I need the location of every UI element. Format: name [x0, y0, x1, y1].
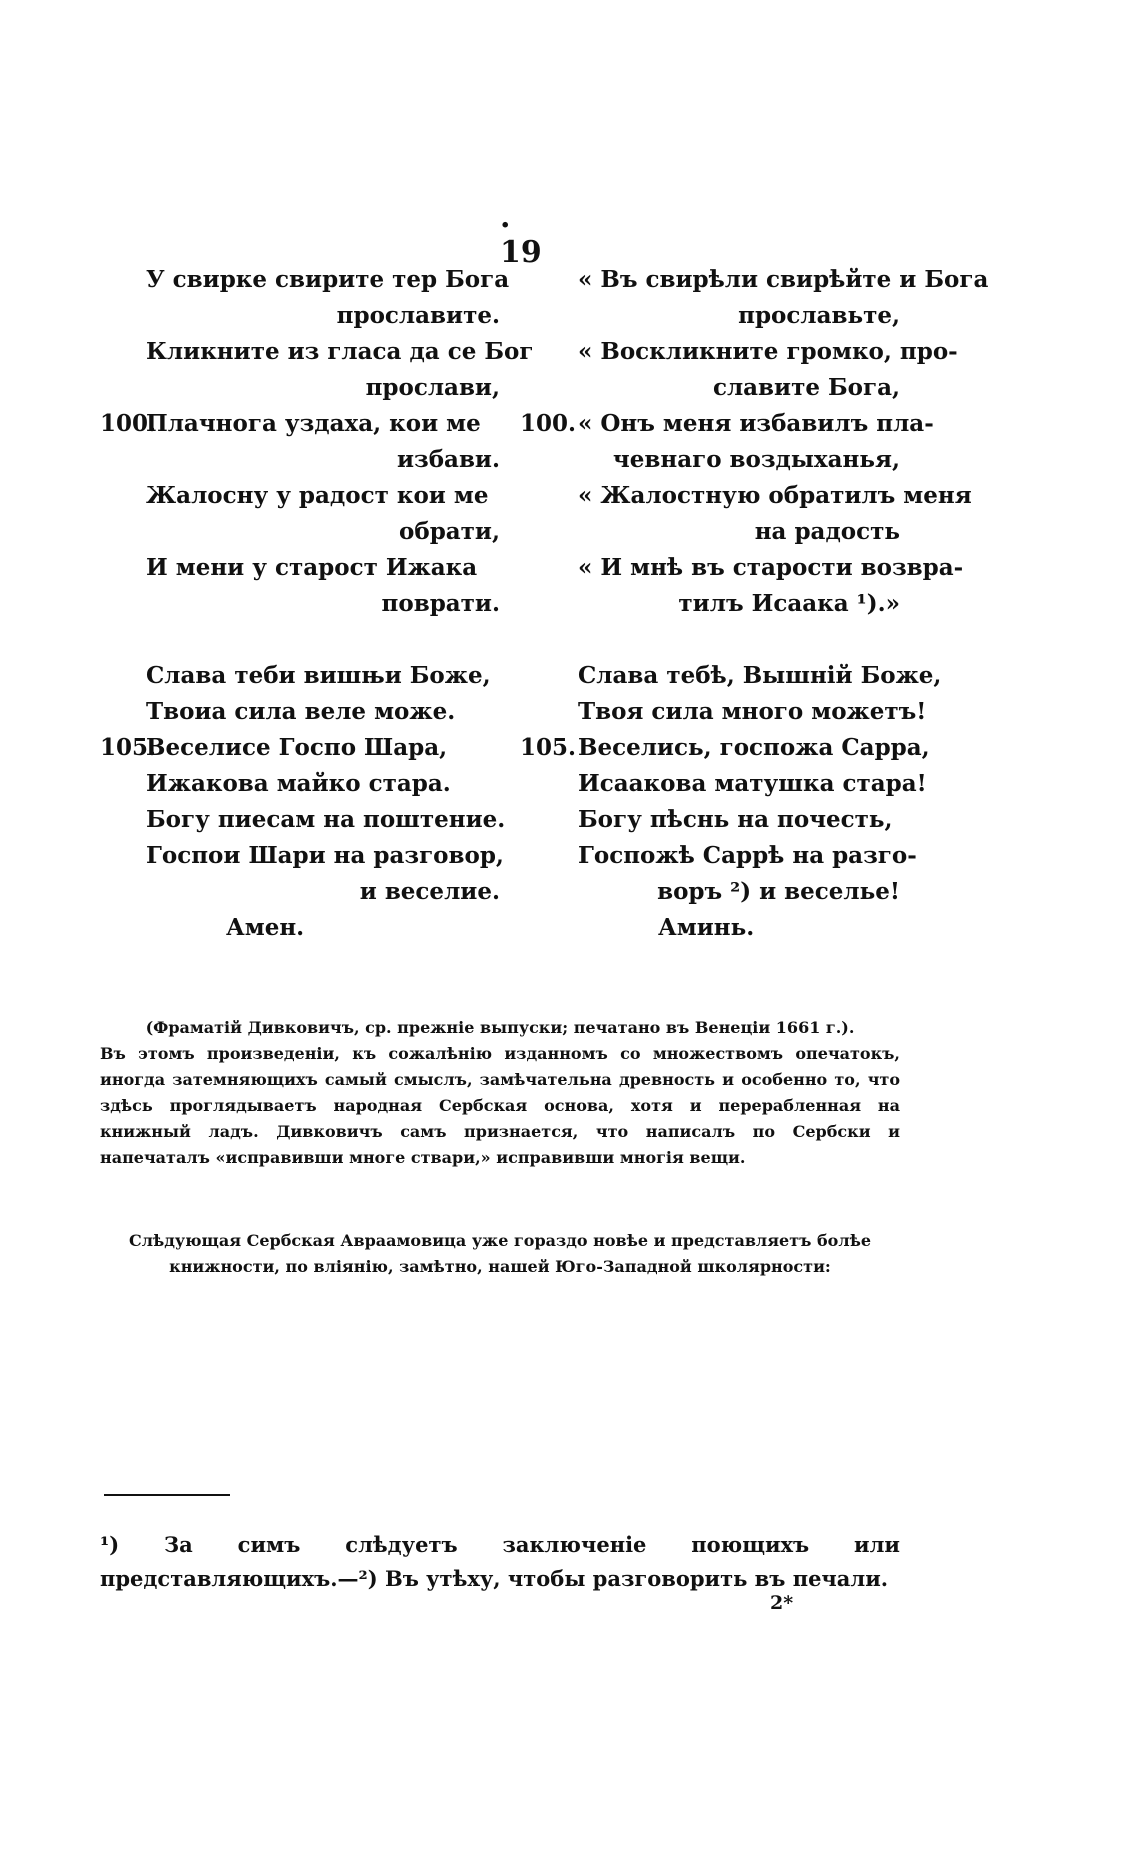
verse-line: [520, 334, 958, 370]
verse-line: [100, 658, 500, 694]
verse-line: [100, 334, 534, 370]
verse-line: [100, 478, 500, 514]
verse-text: Богу пиесам на поштение.: [146, 806, 506, 833]
verse-text: тилъ Исаака ¹).»: [678, 590, 900, 617]
verse-text: Твоя сила много можетъ!: [578, 698, 927, 725]
verse-line: [100, 766, 500, 802]
line-number: 105.: [100, 734, 157, 761]
verse-text: У свирке свирите тер Бога: [146, 266, 510, 293]
russian-verse-column: [520, 262, 989, 946]
verse-text: Веселисе Госпо Шара,: [146, 734, 448, 761]
verse-line: [520, 514, 900, 550]
verse-line: [520, 802, 900, 838]
source-note-body: Въ этомъ произведеніи, къ сожалѣнію изданномъ со множествомъ опечатокъ, иногда затемняющихъ самый смыслъ, замѣчательна древность и особенно то, что здѣсь проглядываетъ народная Сербская основа, хотя и перерабленная на книжный ладъ. Дивковичъ самъ признается, что написалъ по Сербски и напечаталъ «исправивши многе ствари,» исправивши многія вещи.: [100, 1044, 900, 1167]
footnote-rule: [104, 1494, 230, 1496]
verse-text: Слава тебѣ, Вышній Боже,: [578, 662, 942, 689]
verse-line: [100, 298, 500, 334]
verse-line: [520, 298, 900, 334]
serbian-verse-column: [100, 262, 534, 946]
next-text-intro: Слѣдующая Сербская Авраамовица уже гораздо новѣе и представляетъ болѣе книжности, по вліянію, замѣтно, нашей Юго-Западной школярности:: [128, 1231, 872, 1276]
verse-line: [520, 370, 900, 406]
page-number: . 19: [500, 200, 542, 270]
verse-text: Госпожѣ Саррѣ на разго-: [578, 842, 917, 869]
verse-text: « Въ свирѣли свирѣйте и Бога: [578, 266, 989, 293]
verse-text: славите Бога,: [712, 374, 900, 401]
verse-line: [520, 730, 930, 766]
line-number: 100.: [100, 410, 157, 437]
verse-text: воръ ²) и веселье!: [657, 878, 900, 905]
verse-line: [100, 730, 500, 766]
verse-line: [100, 694, 500, 730]
verse-line: [520, 586, 900, 622]
verse-line: [520, 478, 972, 514]
verse-text: прославите.: [336, 302, 500, 329]
verse-line: [520, 838, 917, 874]
verse-line: [520, 910, 900, 946]
verse-line: [100, 262, 510, 298]
verse-line: [100, 442, 500, 478]
footnotes: ¹) За симъ слѣдуетъ заключеніе поющихъ или представляющихъ.—²) Въ утѣху, чтобы разговорить въ печали.: [100, 1532, 900, 1591]
verse-line: [520, 550, 964, 586]
verse-text: прославьте,: [738, 302, 900, 329]
verse-line: [520, 406, 934, 442]
verse-text: обрати,: [399, 518, 500, 545]
verse-line: [520, 658, 942, 694]
verse-text: поврати.: [381, 590, 500, 617]
verse-text: Твоиа сила веле може.: [146, 698, 456, 725]
verse-text: Плачнога уздаха, кои ме: [146, 410, 481, 437]
line-number: 105.: [520, 734, 577, 761]
verse-line: [100, 910, 500, 946]
verse-text: Ижакова майко стара.: [146, 770, 451, 797]
source-note-title: (Фраматій Дивковичъ, ср. прежніе выпуски; печатано въ Венеціи 1661 г.).: [145, 1018, 855, 1037]
verse-text: И мени у старост Ижака: [146, 554, 478, 581]
verse-text: Госпои Шари на разговор,: [146, 842, 504, 869]
verse-line: [100, 838, 504, 874]
verse-text: Жалосну у радост кои ме: [146, 482, 489, 509]
verse-text: чевнаго воздыханья,: [612, 446, 900, 473]
stanza-gap: [520, 622, 900, 658]
verse-line: [520, 694, 927, 730]
verse-line: [100, 550, 500, 586]
verse-text: на радость: [754, 518, 900, 545]
verse-line: [100, 370, 500, 406]
verse-line: [100, 514, 500, 550]
line-number: 100.: [520, 410, 577, 437]
verse-line: [520, 874, 900, 910]
verse-text: Веселись, госпожа Сарра,: [578, 734, 930, 761]
verse-text: избави.: [396, 446, 500, 473]
verse-line: [100, 802, 506, 838]
verse-line: [520, 766, 927, 802]
verse-text: и веселие.: [359, 878, 500, 905]
signature-mark: 2*: [770, 1592, 794, 1614]
verse-text: « Онъ меня избавилъ пла-: [578, 410, 934, 437]
verse-text: Богу пѣснь на почесть,: [578, 806, 893, 833]
verse-text: Кликните из гласа да се Бог: [146, 338, 534, 365]
verse-line: [100, 874, 500, 910]
verse-line: [100, 406, 500, 442]
verse-text: « Воскликните громко, про-: [578, 338, 958, 365]
verse-text: прослави,: [365, 374, 500, 401]
stanza-gap: [100, 622, 500, 658]
verse-line: [520, 262, 989, 298]
verse-text: Амен.: [226, 914, 305, 941]
verse-text: « Жалостную обратилъ меня: [578, 482, 972, 509]
verse-text: Аминь.: [658, 914, 755, 941]
verse-text: Исаакова матушка стара!: [578, 770, 927, 797]
verse-line: [520, 442, 900, 478]
verse-text: « И мнѣ въ старости возвра-: [578, 554, 964, 581]
verse-line: [100, 586, 500, 622]
verse-text: Слава теби вишњи Боже,: [146, 662, 491, 689]
